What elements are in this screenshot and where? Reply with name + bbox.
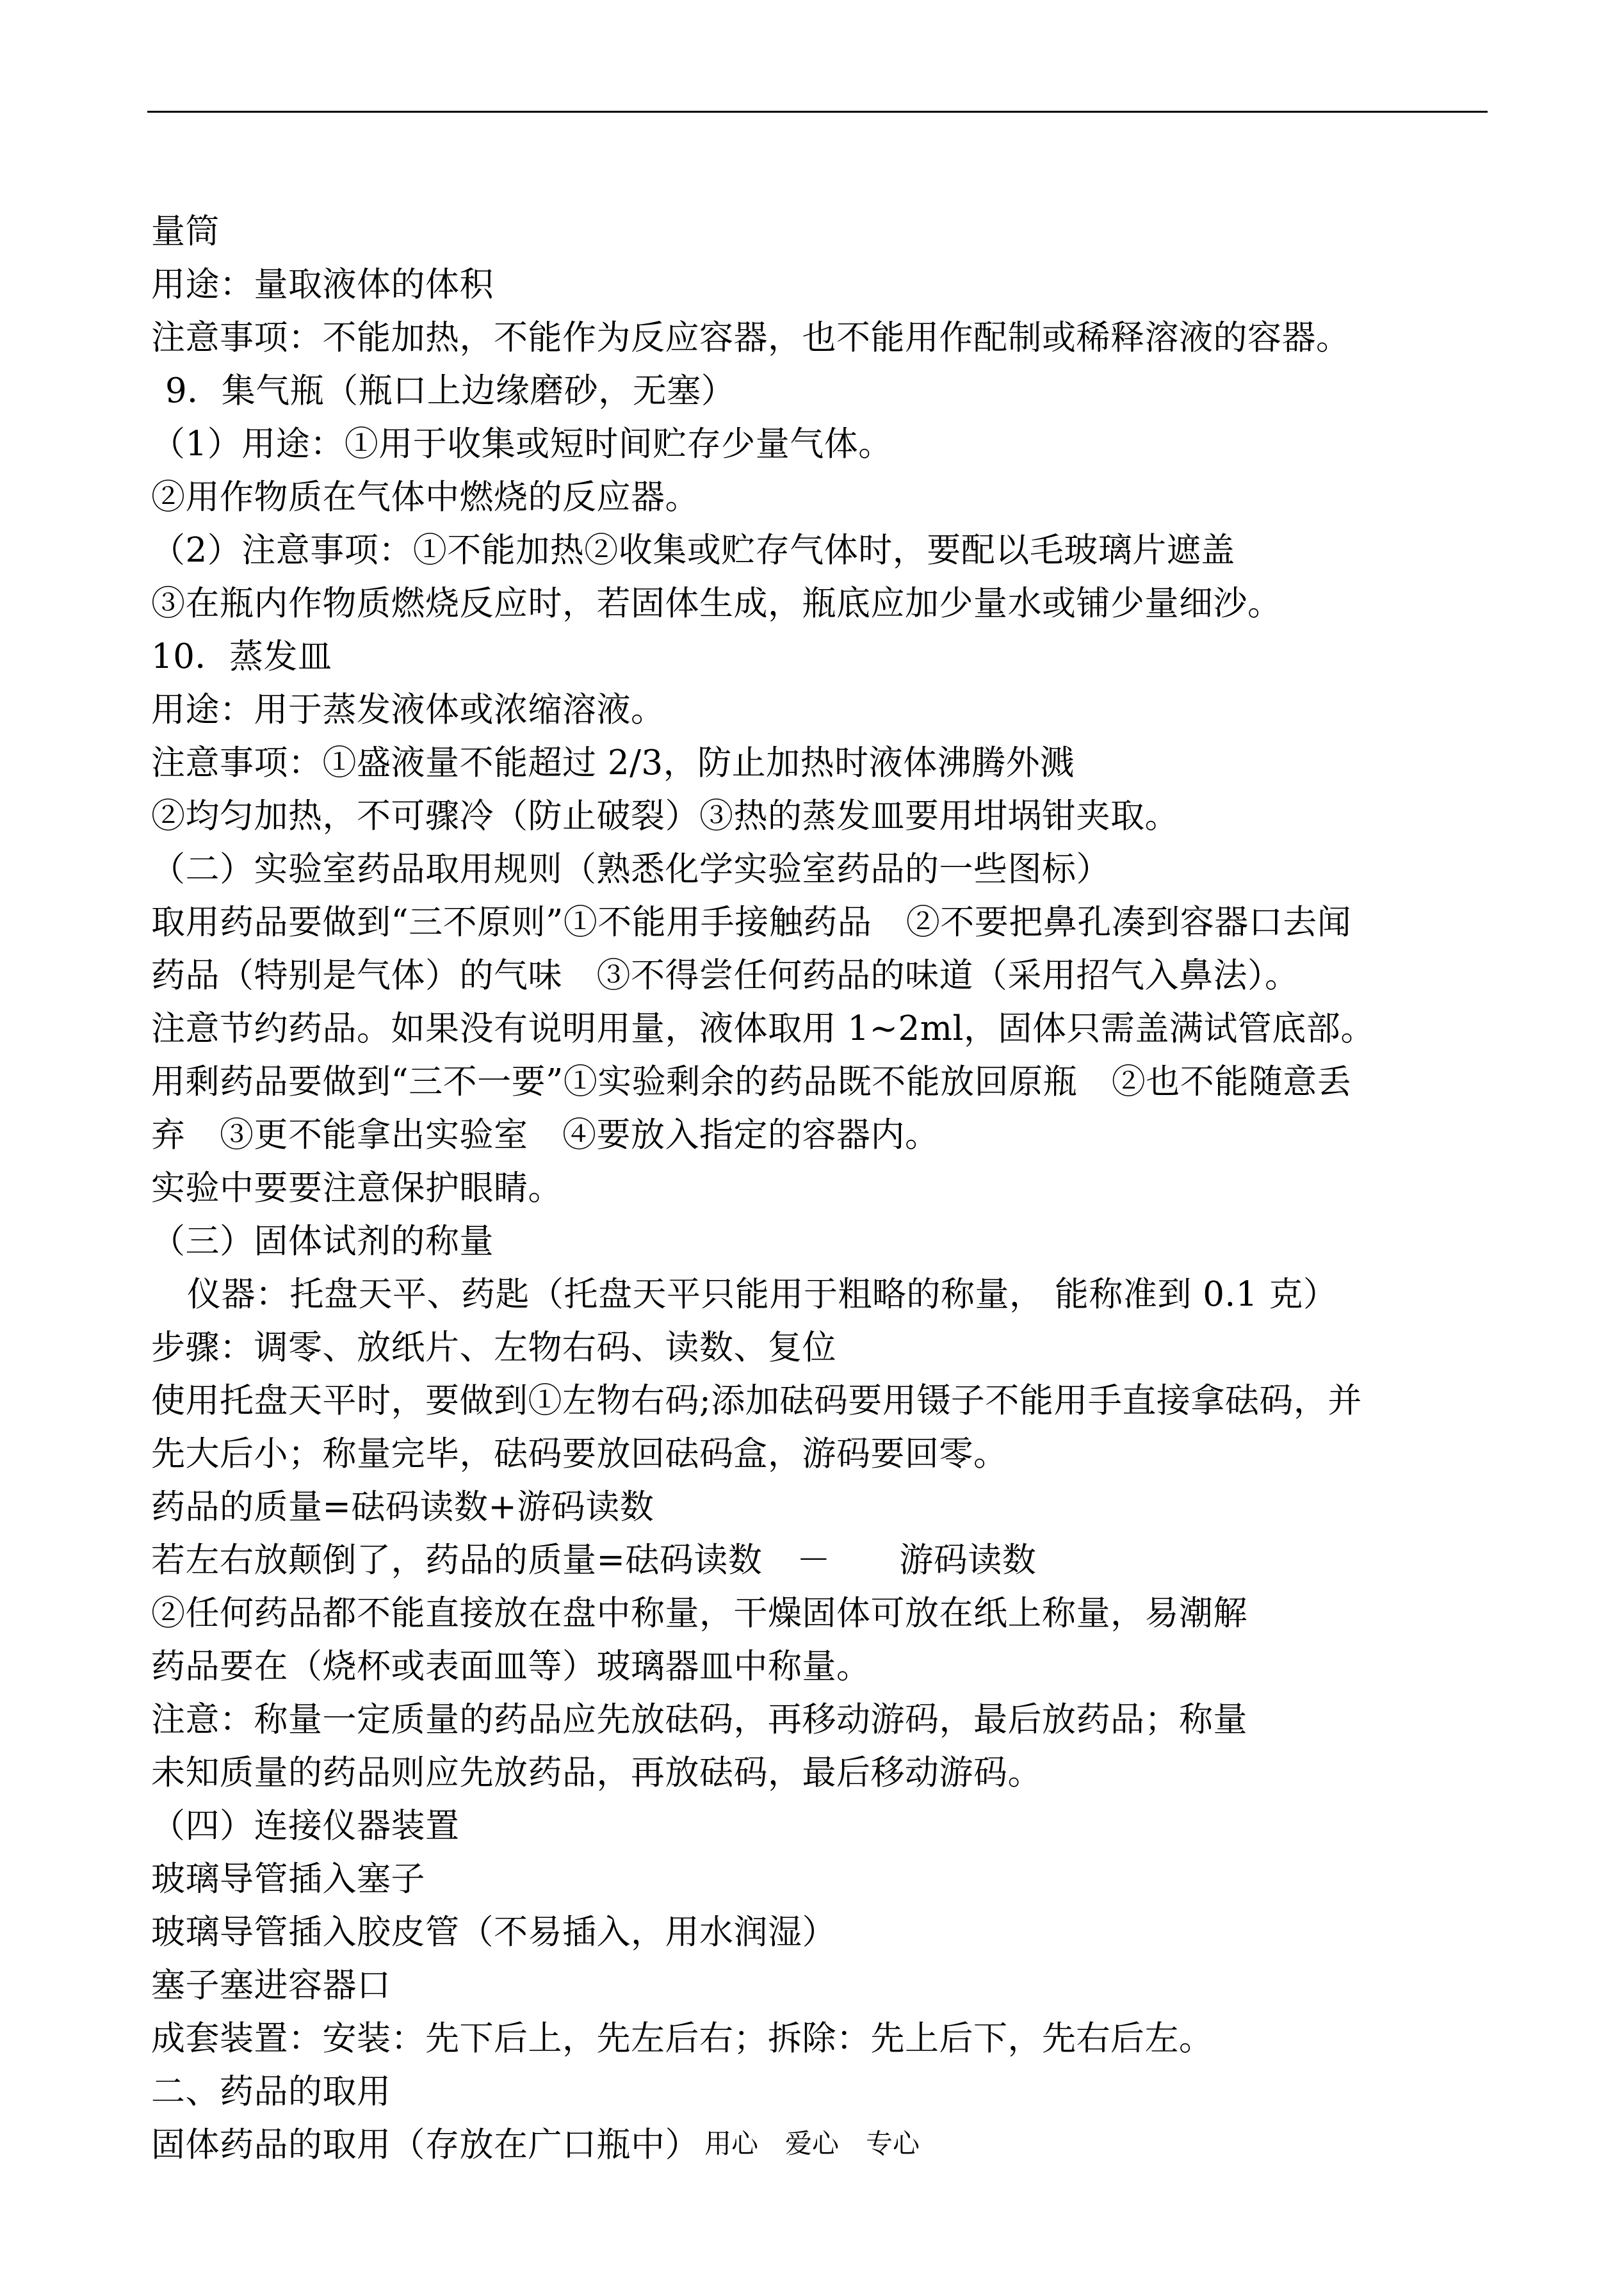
text-line: 9．集气瓶（瓶口上边缘磨砂，无塞）: [165, 371, 736, 410]
text-line: （三）固体试剂的称量: [151, 1222, 494, 1261]
text-line: ③在瓶内作物质燃烧反应时，若固体生成，瓶底应加少量水或铺少量细沙。: [151, 584, 1282, 623]
text-line: 步骤：调零、放纸片、左物右码、读数、复位: [151, 1328, 836, 1367]
page-footer: 用心 爱心 专心: [704, 2128, 920, 2159]
text-line: ②用作物质在气体中燃烧的反应器。: [151, 478, 699, 517]
text-line: 二、药品的取用: [151, 2072, 391, 2111]
text-line: 药品要在（烧杯或表面皿等）玻璃器皿中称量。: [151, 1647, 871, 1686]
text-line: 10．蒸发皿: [151, 637, 332, 676]
text-line: 固体药品的取用（存放在广口瓶中）: [151, 2125, 699, 2164]
text-line: 先大后小；称量完毕，砝码要放回砝码盒，游码要回零。: [151, 1434, 1008, 1473]
text-line: 药品的质量=砝码读数+游码读数: [151, 1488, 654, 1527]
text-line: 注意事项：不能加热，不能作为反应容器，也不能用作配制或稀释溶液的容器。: [151, 318, 1351, 357]
text-line: 用途：量取液体的体积: [151, 265, 494, 304]
text-line: 用途：用于蒸发液体或浓缩溶液。: [151, 690, 665, 729]
text-line: 实验中要要注意保护眼睛。: [151, 1169, 562, 1208]
text-line: （二）实验室药品取用规则（熟悉化学实验室药品的一些图标）: [151, 850, 1110, 889]
text-line: 注意：称量一定质量的药品应先放砝码，再移动游码，最后放药品；称量: [151, 1700, 1247, 1739]
text-line: 使用托盘天平时，要做到①左物右码;添加砝码要用镊子不能用手直接拿砝码，并: [151, 1381, 1362, 1420]
text-line: 用剩药品要做到“三不一要”①实验剩余的药品既不能放回原瓶 ②也不能随意丢: [151, 1062, 1352, 1101]
text-line: 仪器：托盘天平、药匙（托盘天平只能用于粗略的称量， 能称准到 0.1 克）: [187, 1275, 1338, 1314]
text-line: 注意事项：①盛液量不能超过 2/3，防止加热时液体沸腾外溅: [151, 743, 1075, 783]
text-line: （1）用途：①用于收集或短时间贮存少量气体。: [151, 425, 893, 464]
text-line: 塞子塞进容器口: [151, 1966, 391, 2005]
text-line: ②任何药品都不能直接放在盘中称量，干燥固体可放在纸上称量，易潮解: [151, 1594, 1247, 1633]
text-line: （2）注意事项：①不能加热②收集或贮存气体时，要配以毛玻璃片遮盖: [151, 531, 1235, 570]
text-line: 注意节约药品。如果没有说明用量，液体取用 1~2ml，固体只需盖满试管底部。: [151, 1009, 1375, 1048]
text-line: 药品（特别是气体）的气味 ③不得尝任何药品的味道（采用招气入鼻法）。: [151, 956, 1299, 995]
text-line: （四）连接仪器装置: [151, 1806, 460, 1845]
header-rule: [147, 111, 1488, 113]
text-line: 取用药品要做到“三不原则”①不能用手接触药品 ②不要把鼻孔凑到容器口去闻: [151, 903, 1352, 942]
text-line: 未知质量的药品则应先放药品，再放砝码，最后移动游码。: [151, 1753, 1042, 1792]
text-line: 弃 ③更不能拿出实验室 ④要放入指定的容器内。: [151, 1115, 939, 1155]
text-line: ②均匀加热，不可骤冷（防止破裂）③热的蒸发皿要用坩埚钳夹取。: [151, 797, 1179, 836]
text-line: 成套装置：安装：先下后上，先左后右；拆除：先上后下，先右后左。: [151, 2019, 1214, 2058]
text-line: 若左右放颠倒了，药品的质量=砝码读数 － 游码读数: [151, 1541, 1037, 1580]
text-line: 玻璃导管插入塞子: [151, 1860, 425, 1899]
document-body: [151, 205, 1490, 2171]
text-line: 量筒: [151, 212, 220, 251]
text-line: 玻璃导管插入胶皮管（不易插入，用水润湿）: [151, 1913, 836, 1952]
